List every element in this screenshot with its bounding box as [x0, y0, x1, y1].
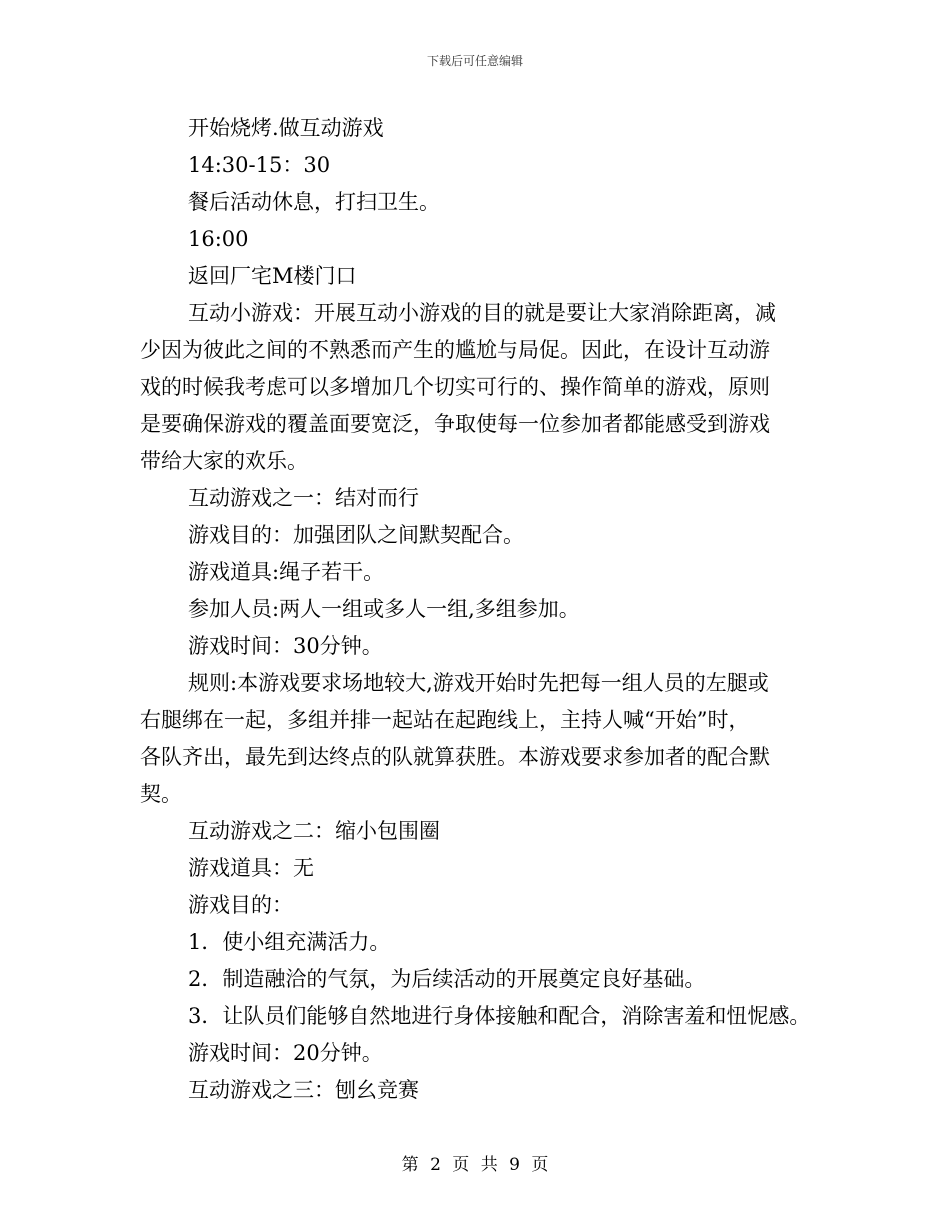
text-line: 2．制造融洽的气氛，为后续活动的开展奠定良好基础。	[188, 967, 706, 991]
document-body	[140, 110, 830, 1109]
text-line: 游戏时间：30分钟。	[188, 634, 383, 658]
text-line: 互动游戏之二：缩小包围圈	[188, 819, 440, 843]
text-line: 右腿绑在一起，多组并排一起站在起跑线上，主持人喊“开始”时，	[140, 708, 750, 732]
text-line: 游戏目的：	[188, 893, 293, 917]
text-line: 少因为彼此之间的不熟悉而产生的尴尬与局促。因此，在设计互动游	[140, 338, 770, 362]
page-footer-page-number: 第 2 页 共 9 页	[401, 1155, 549, 1175]
text-line: 返回厂宅M楼门口	[188, 264, 357, 288]
text-line: 14:30-15：30	[188, 153, 331, 177]
text-line: 开始烧烤.做互动游戏	[188, 116, 384, 140]
text-line: 3．让队员们能够自然地进行身体接触和配合，消除害羞和忸怩感。	[188, 1004, 811, 1028]
text-line: 契。	[140, 782, 182, 806]
text-line: 各队齐出，最先到达终点的队就算获胜。本游戏要求参加者的配合默	[140, 745, 770, 769]
text-line: 游戏时间：20分钟。	[188, 1041, 383, 1065]
text-line: 游戏道具：无	[188, 856, 314, 880]
text-line: 游戏道具:绳子若干。	[188, 560, 385, 584]
page-header-note: 下载后可任意编辑	[426, 54, 523, 68]
text-line: 16:00	[188, 227, 249, 251]
text-line: 互动游戏之一：结对而行	[188, 486, 419, 510]
text-line: 餐后活动休息，打扫卫生。	[188, 190, 440, 214]
text-line: 互动小游戏：开展互动小游戏的目的就是要让大家消除距离，减	[188, 301, 776, 325]
text-line: 互动游戏之三：刨幺竞赛	[188, 1078, 419, 1102]
text-line: 1．使小组充满活力。	[188, 930, 391, 954]
text-line: 戏的时候我考虑可以多增加几个切实可行的、操作简单的游戏，原则	[140, 375, 770, 399]
text-line: 规则:本游戏要求场地较大,游戏开始时先把每一组人员的左腿或	[188, 671, 769, 695]
text-line: 是要确保游戏的覆盖面要宽泛，争取使每一位参加者都能感受到游戏	[140, 412, 770, 436]
text-line: 参加人员:两人一组或多人一组,多组参加。	[188, 597, 580, 621]
text-line: 游戏目的：加强团队之间默契配合。	[188, 523, 524, 547]
text-line: 带给大家的欢乐。	[140, 449, 308, 473]
